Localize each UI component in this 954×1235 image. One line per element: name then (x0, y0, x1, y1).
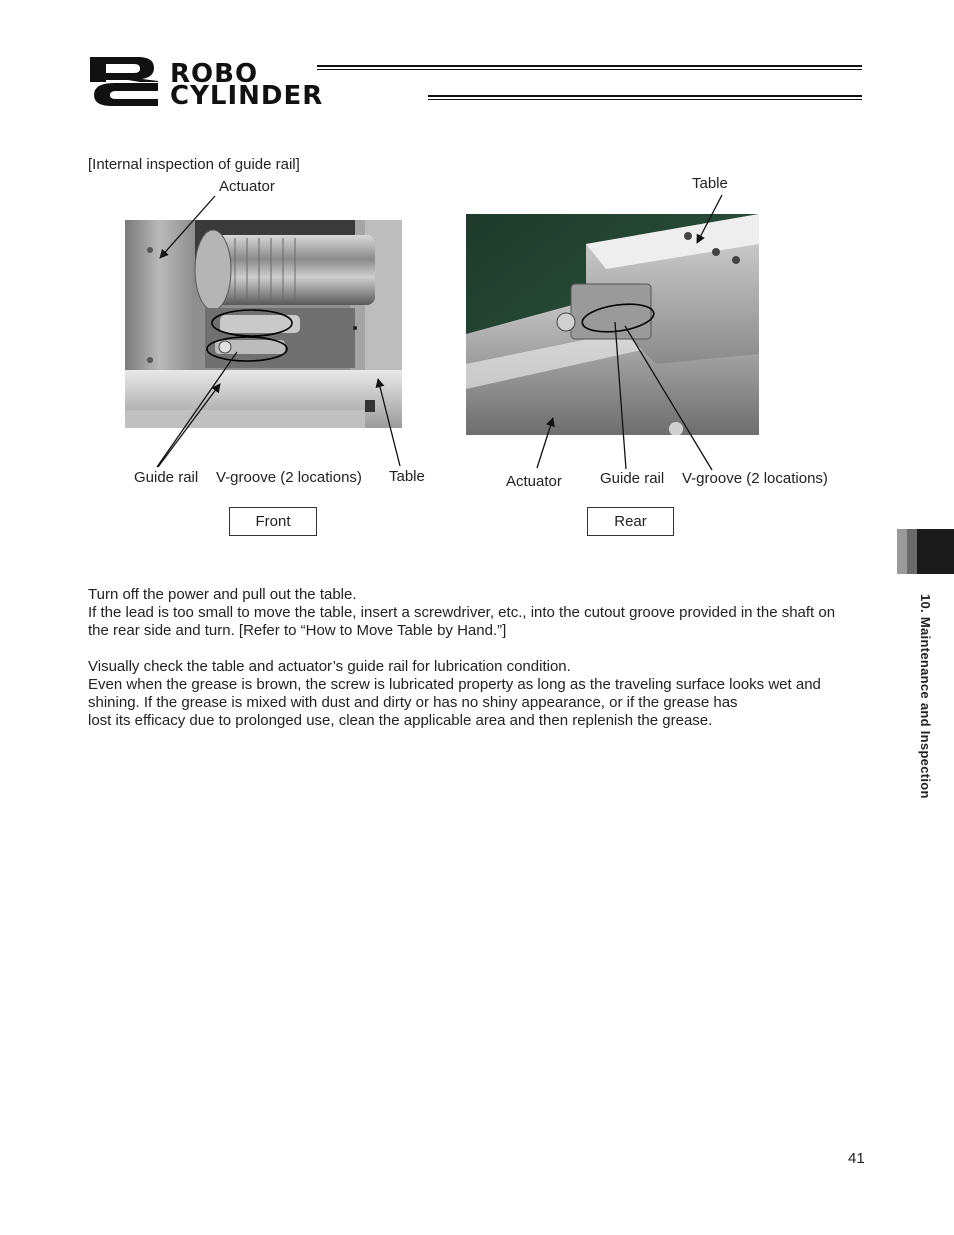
para1-line1: Turn off the power and pull out the table. (88, 586, 357, 603)
brand-line-2: CYLINDER (170, 81, 324, 111)
front-label-table: Table (389, 468, 425, 485)
chapter-label: 10. Maintenance and Inspection (918, 594, 933, 799)
para2-line3: shining. If the grease is mixed with dust and dirty or has no shiny appearance, or if the grease has (88, 694, 738, 711)
paragraph-spacer (88, 640, 878, 658)
body-text (88, 586, 878, 730)
para1-line2: If the lead is too small to move the table, insert a screwdriver, etc., into the cutout groove provided in the shaft on (88, 604, 836, 621)
front-label-guide-rail: Guide rail (134, 469, 199, 486)
rear-label-vgroove: V-groove (2 locations) (682, 470, 828, 487)
chapter-tab-icon (897, 529, 954, 574)
brand-line-1: ROBO (170, 59, 259, 89)
front-label-actuator: Actuator (219, 178, 275, 195)
figure-title: [Internal inspection of guide rail] (88, 156, 300, 173)
para1-line3: the rear side and turn. [Refer to “How to Move Table by Hand.”] (88, 622, 507, 639)
page-number: 41 (848, 1150, 865, 1167)
rear-caption: Rear (587, 507, 674, 536)
front-label-vgroove: V-groove (2 locations) (216, 469, 362, 486)
leader-lines (0, 0, 954, 560)
para2-line1: Visually check the table and actuator’s guide rail for lubrication condition. (88, 658, 571, 675)
para2-line4: lost its efficacy due to prolonged use, clean the applicable area and then replenish the grease. (88, 712, 713, 729)
rear-label-actuator: Actuator (506, 473, 562, 490)
front-caption: Front (229, 507, 317, 536)
rear-label-table: Table (692, 175, 728, 192)
rear-label-guide-rail: Guide rail (600, 470, 665, 487)
para2-line2: Even when the grease is brown, the screw is lubricated property as long as the traveling surface looks wet and (88, 676, 821, 693)
